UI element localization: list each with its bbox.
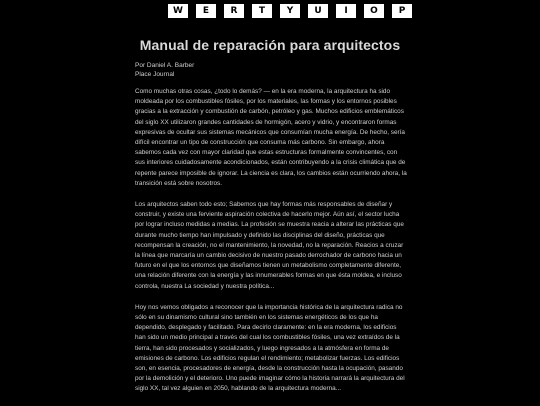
article-title: Manual de reparación para arquitectos (139, 37, 401, 53)
author-line: Por Daniel A. Barber (135, 62, 195, 69)
key-t: T (252, 4, 272, 18)
source-line: Place Journal (135, 71, 175, 78)
key-y: Y (280, 4, 300, 18)
key-e: E (196, 4, 216, 18)
key-w: W (168, 4, 188, 18)
key-r: R (224, 4, 244, 18)
key-o: O (364, 4, 384, 18)
key-i: I (336, 4, 356, 18)
paragraph: Hoy nos vemos obligados a reconocer que la importancia histórica de la arquitectura radica no sólo en su dinamismo cultural sino también en los sistemas energéticos de los que ha dependido, desplegado y facilitado. Para decirlo claramente: en la era moderna, los edificios han sido un medio principal a través del cual los combustibles fósiles, una vez extraídos de la tierra, han sido procesados y socializados, y luego ingresados a la atmósfera en forma de emisiones de carbono. Los edificios regulan el rendimiento; metabolizar fuerzas. Los edificios son, en esencia, procesadores de energía, desde la construcción hasta la ocupación, pasando por la demolición y el deterioro. Uno puede imaginar cómo la historia narrará la arquitectura del siglo XX, tal vez alguien en 2050, hablando de la arquitectura moderna... (135, 303, 405, 393)
article-body (135, 87, 407, 406)
byline (135, 61, 435, 79)
key-u: U (308, 4, 328, 18)
paragraph: Como muchas otras cosas, ¿todo lo demás? — en la era moderna, la arquitectura ha sido moldeada por los combustibles fósiles, por los materiales, las formas y los entornos posibles gracias a la extracción y combustión de carbón, petróleo y gas. Muchos edificios emblemáticos del siglo XX utilizaron grandes cantidades de hormigón, acero y vidrio, y encontraron formas expresivas de ocultar sus sistemas mecánicos que consumían mucha energía. De hecho, sería difícil encontrar un tipo de construcción que consuma más carbono. Sin embargo, ahora sabemos cada vez con mayor claridad que estas estructuras formalmente convincentes, con sus interiores cuidadosamente acondicionados, están contribuyendo a la crisis climática que de repente parece imposible de ignorar. La ciencia es clara, los cambios están ocurriendo ahora, la transición está sobre nosotros. (135, 88, 407, 187)
key-p: P (392, 4, 412, 18)
paragraph: Los arquitectos saben todo esto; Sabemos que hay formas más responsables de diseñar y construir, y existe una ferviente aspiración colectiva de hacerlo mejor. Aún así, el sector lucha por lograr incluso medidas a medias. La profesión se muestra reacia a alterar las prácticas que durante mucho tiempo han impulsado y definido las disciplinas del diseño, prácticas que recompensan la creación, no el mantenimiento, la novedad, no la reparación. Reacios a cruzar la línea que marcaría un cambio decisivo de nuestro pasado derrochador de carbono hacia un futuro en el que los entornos que diseñamos tienen un metabolismo completamente diferente, una relación diferente con la energía y las innumerables formas en que ésta moldea, e incluso controla, nuestra La sociedad y nuestra política... (135, 201, 404, 290)
